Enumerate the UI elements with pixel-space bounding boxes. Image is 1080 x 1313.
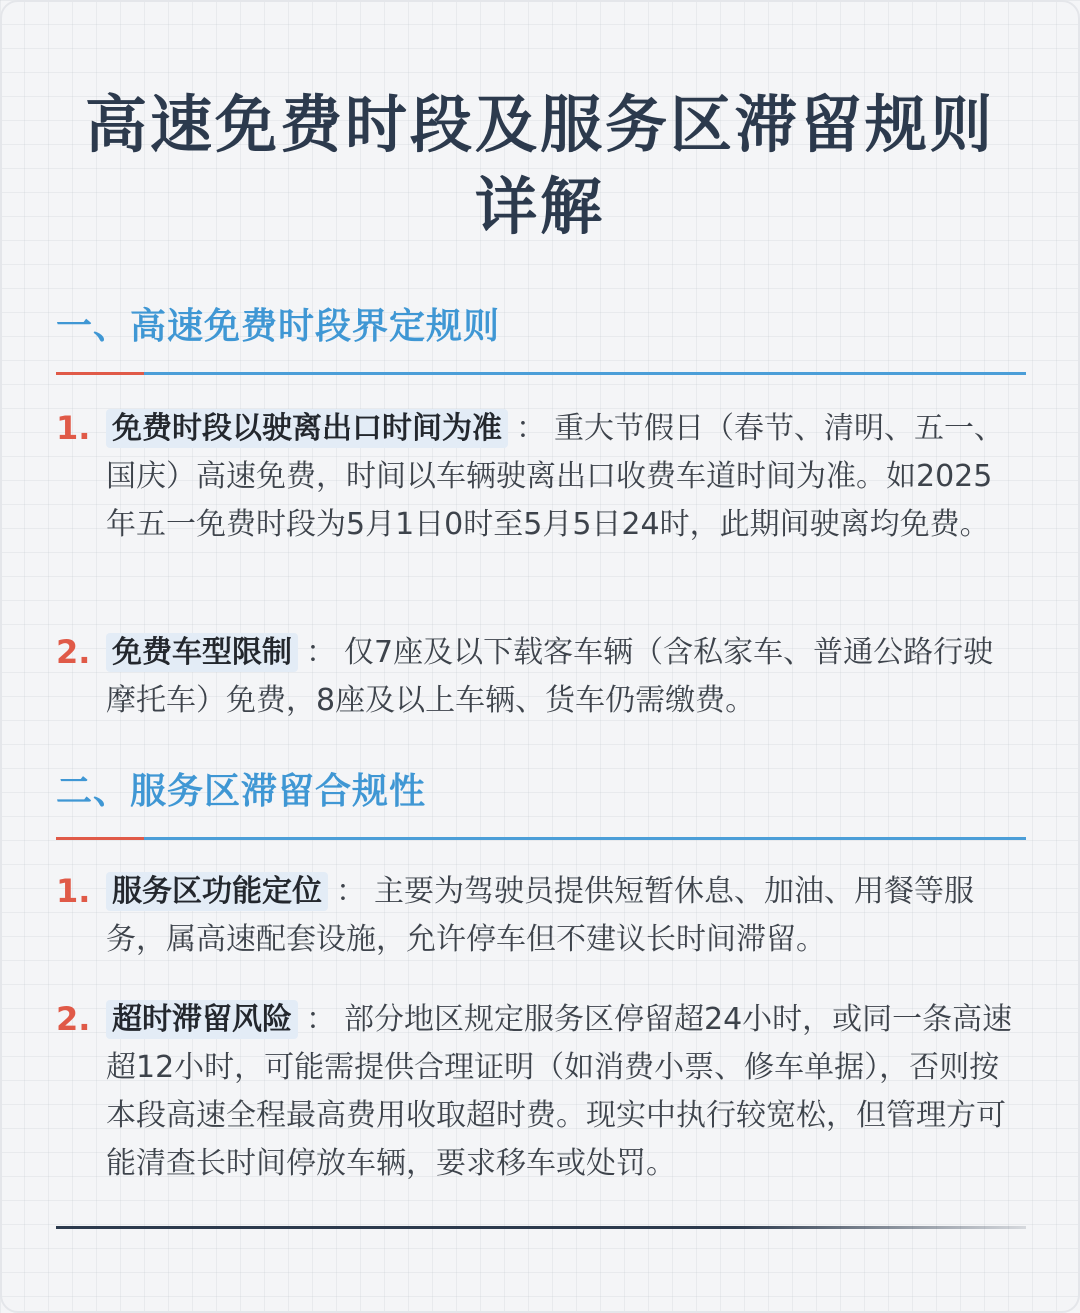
section-heading-service-area: 二、服务区滞留合规性 xyxy=(56,771,427,812)
item-text xyxy=(106,405,1018,549)
item-number: 2. xyxy=(56,633,91,671)
item-text xyxy=(106,996,1018,1188)
item-separator: ： xyxy=(306,1002,336,1037)
item-keyword: 免费时段以驶离出口时间为准 xyxy=(106,409,508,448)
item-separator: ： xyxy=(306,635,336,670)
item-number: 1. xyxy=(56,409,91,447)
item-number: 1. xyxy=(56,872,91,910)
item-description: 部分地区规定服务区停留超24小时，或同一条高速超12小时，可能需提供合理证明（如消费小票、修车单据），否则按本段高速全程最高费用收取超时费。现实中执行较宽松，但管理方可能清查长时间停放车辆，要求移车或处罚。 xyxy=(106,1002,1013,1181)
item-keyword: 服务区功能定位 xyxy=(106,872,328,911)
item-number: 2. xyxy=(56,1000,91,1038)
section-heading-free-period: 一、高速免费时段界定规则 xyxy=(56,306,501,347)
footer-divider xyxy=(56,1226,1026,1229)
item-text xyxy=(106,868,1018,964)
item-description: 仅7座及以下载客车辆（含私家车、普通公路行驶摩托车）免费，8座及以上车辆、货车仍需缴费。 xyxy=(106,635,994,718)
item-keyword: 超时滞留风险 xyxy=(106,1000,298,1039)
item-description: 重大节假日（春节、清明、五一、国庆）高速免费，时间以车辆驶离出口收费车道时间为准。如2025年五一免费时段为5月1日0时至5月5日24时，此期间驶离均免费。 xyxy=(106,411,1004,542)
page-title: 高速免费时段及服务区滞留规则详解 xyxy=(84,88,995,243)
item-separator: ： xyxy=(336,874,366,909)
section-divider xyxy=(56,372,1026,375)
item-text xyxy=(106,629,1018,725)
section-divider xyxy=(56,837,1026,840)
item-separator: ： xyxy=(516,411,546,446)
item-description: 主要为驾驶员提供短暂休息、加油、用餐等服务，属高速配套设施，允许停车但不建议长时间滞留。 xyxy=(106,874,974,957)
item-keyword: 免费车型限制 xyxy=(106,633,298,672)
